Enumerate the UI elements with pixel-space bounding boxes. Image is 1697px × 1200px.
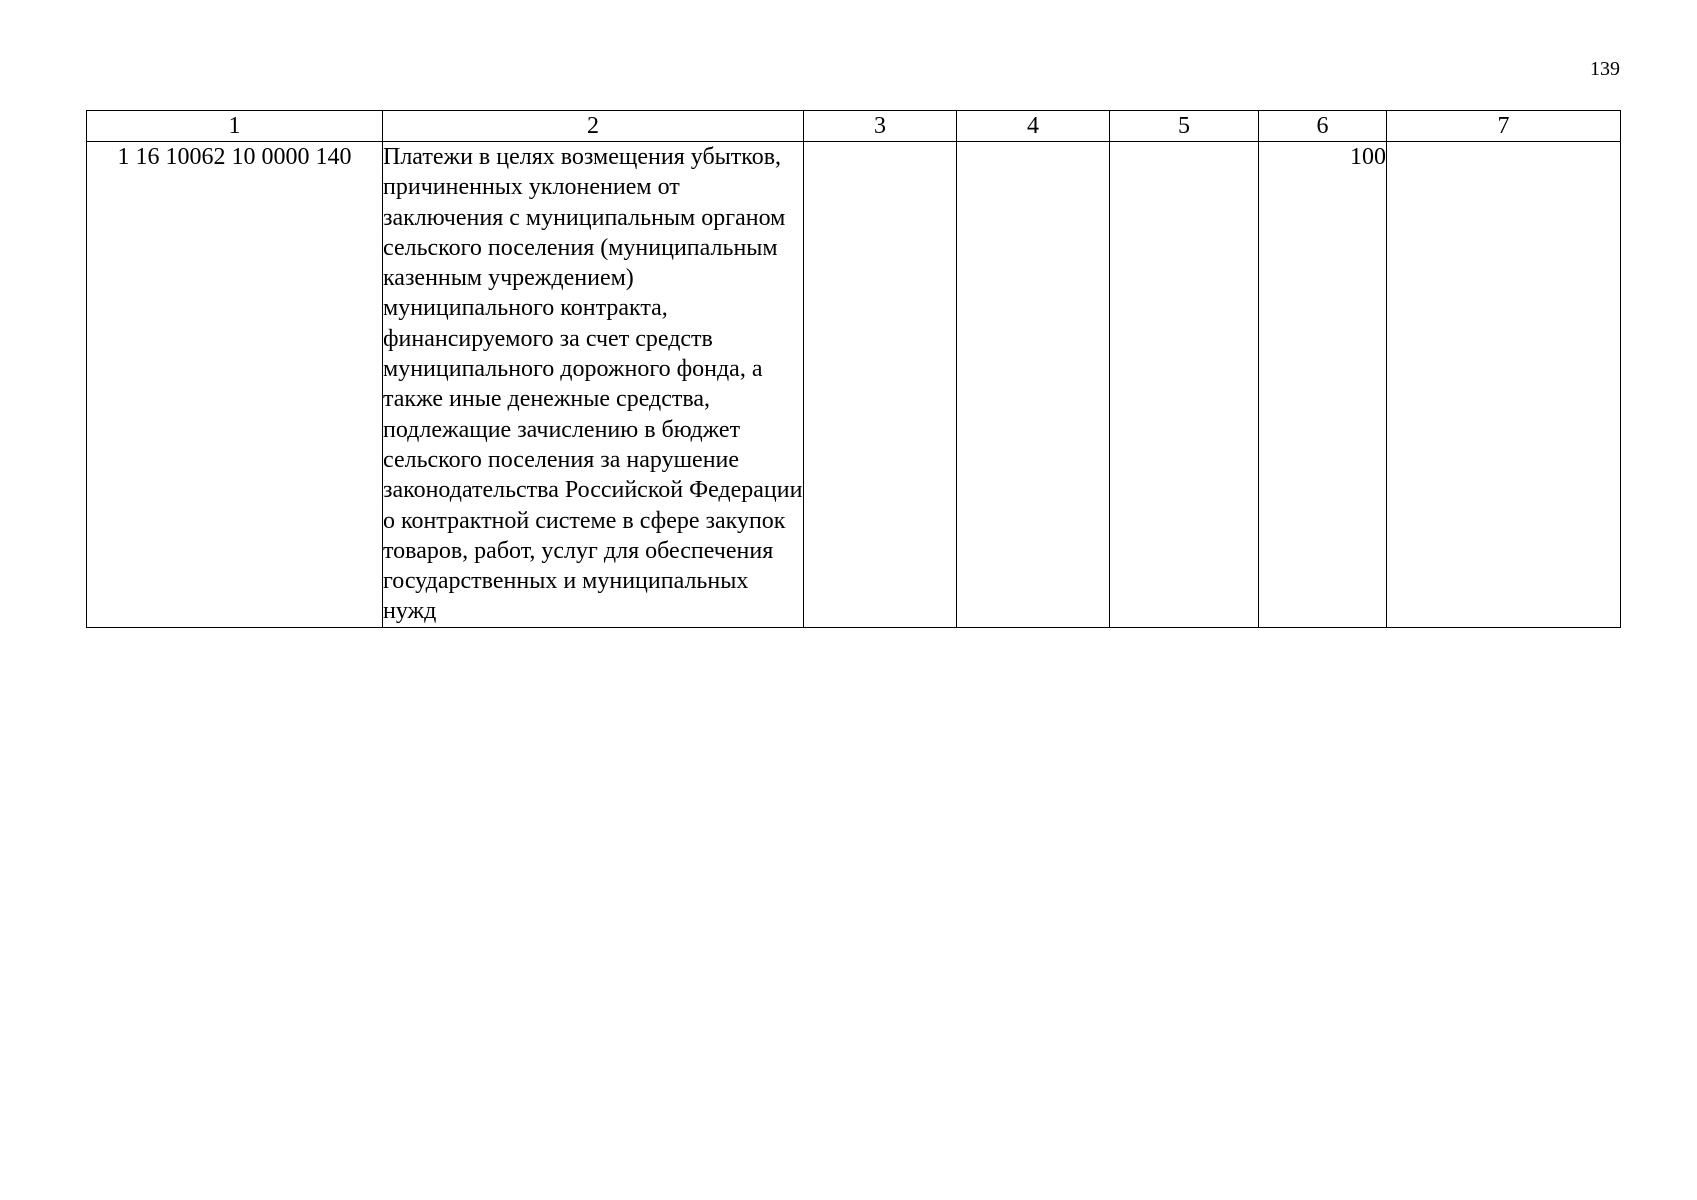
column-header-2: 2 — [383, 111, 804, 142]
column-header-6: 6 — [1259, 111, 1387, 142]
column-4-cell — [957, 142, 1110, 628]
column-header-3: 3 — [804, 111, 957, 142]
budget-table — [86, 110, 1621, 628]
column-header-1: 1 — [87, 111, 383, 142]
page-number: 139 — [1590, 58, 1620, 80]
column-header-4: 4 — [957, 111, 1110, 142]
description-cell: Платежи в целях возмещения убытков, причиненных уклонением от заключения с муниципальным органом сельского поселения (муниципальным казенным учреждением) муниципального контракта, финансируемого за счет средств муниципального дорожного фонда, а также иные денежные средства, подлежащие зачислению в бюджет сельского поселения за нарушение законодательства Российской Федерации о контрактной системе в сфере закупок товаров, работ, услуг для обеспечения государственных и муниципальных нужд — [383, 142, 804, 628]
column-header-5: 5 — [1110, 111, 1259, 142]
budget-code-cell: 1 16 10062 10 0000 140 — [87, 142, 383, 628]
table-row — [87, 142, 1621, 628]
column-header-7: 7 — [1387, 111, 1621, 142]
table-header-row — [87, 111, 1621, 142]
column-6-value-cell: 100 — [1259, 142, 1387, 628]
column-5-cell — [1110, 142, 1259, 628]
column-3-cell — [804, 142, 957, 628]
column-7-cell — [1387, 142, 1621, 628]
